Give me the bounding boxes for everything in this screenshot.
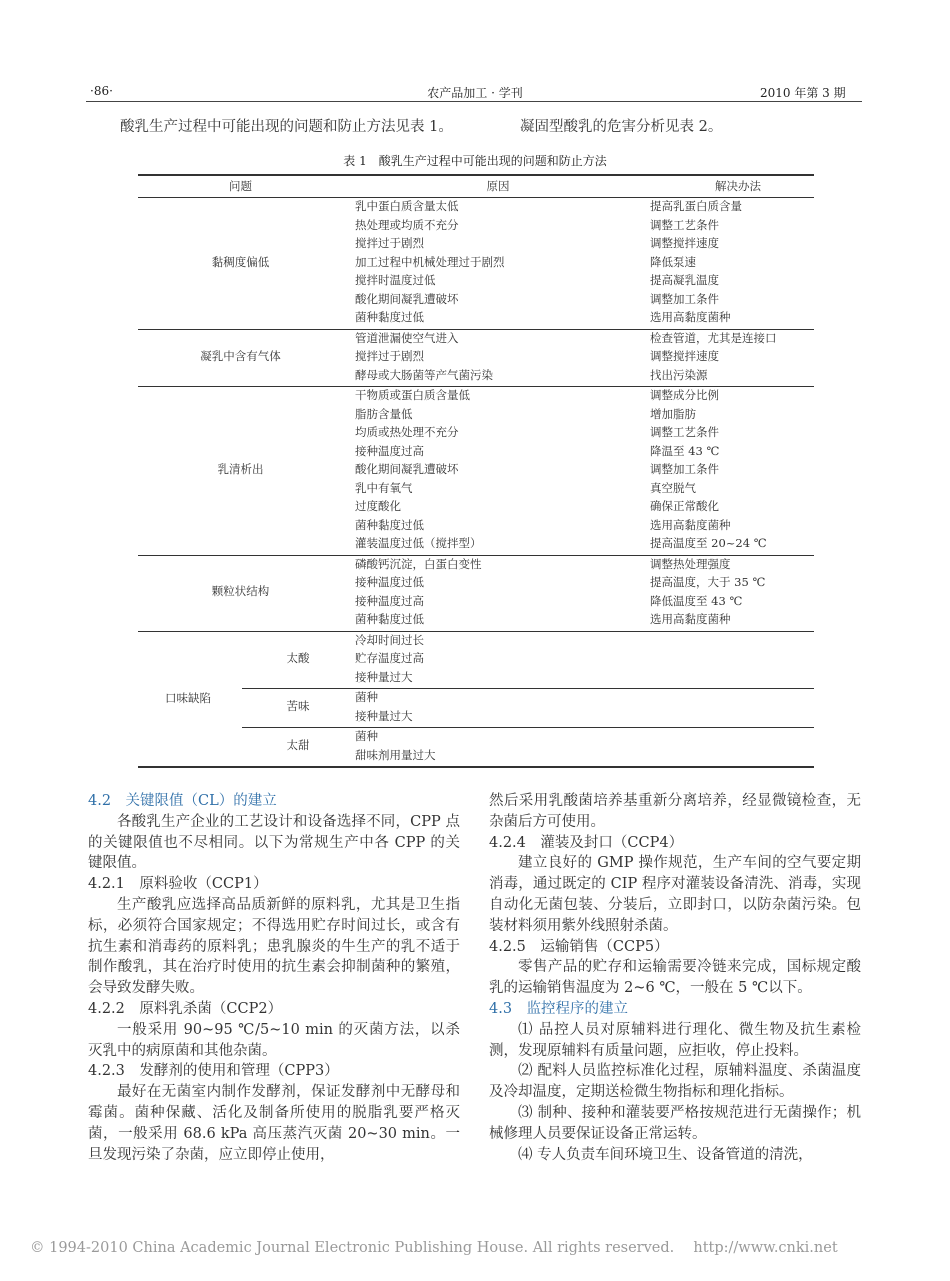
table-solution-cell: 检查管道，尤其是连接口 [650,330,777,345]
table-solution-cell: 提高温度，大于 35 ℃ [650,575,766,589]
paragraph: ⑴ 品控人员对原辅料进行理化、微生物及抗生素检测，发现原辅料有质量问题，应拒收，停止投料。 [489,1021,861,1059]
table-solution-cell: 选用高黏度菌种 [650,310,731,324]
table-subproblem-cell: 苦味 [286,699,310,714]
table-solution-cell: 真空脱气 [650,480,696,495]
table-problem-cell: 黏稠度偏低 [211,254,270,269]
table-cause-cell: 菌种 [355,729,378,743]
table-solution-cell: 提高凝乳温度 [650,273,719,287]
table-solution-cell: 调整搅拌速度 [650,349,719,363]
intro-right: 凝固型酸乳的危害分析见表 2。 [520,119,723,135]
table-solution-cell: 提高温度至 20~24 ℃ [650,536,767,550]
table-header-problem: 问题 [229,179,252,193]
table-problem-cell: 口味缺陷 [165,691,211,705]
table-solution-cell: 调整热处理强度 [650,556,731,571]
table-solution-cell: 调整加工条件 [650,291,719,306]
table-cause-cell: 磷酸钙沉淀，白蛋白变性 [355,556,482,571]
paragraph: 一般采用 90~95 ℃/5~10 min 的灭菌方法，以杀灭乳中的病原菌和其他杂菌。 [88,1021,460,1059]
table-solution-cell: 选用高黏度菌种 [650,517,731,532]
table-solution-cell: 找出污染源 [650,367,708,382]
paragraph: 最好在无菌室内制作发酵剂，保证发酵剂中无酵母和霉菌。菌种保藏、活化及制备所使用的脱脂乳要严格灭菌，一般采用 68.6 kPa 高压蒸汽灭菌 20~30 min。一旦发现污染了杂菌，应立即停止使用， [88,1084,460,1163]
table-cause-cell: 脂肪含量低 [355,406,413,421]
table-caption: 表 1 酸乳生产过程中可能出现的问题和防止方法 [343,154,607,168]
table-cause-cell: 接种温度过低 [355,575,424,589]
table-cause-cell: 菌种黏度过低 [355,310,424,324]
section-4-2-3-heading: 4.2.3 发酵剂的使用和管理（CPP3） [88,1063,339,1080]
table-solution-cell: 增加脂肪 [650,406,696,421]
table-solution-cell: 降低泵速 [650,254,696,269]
table-cause-cell: 管道泄漏使空气进入 [355,330,459,345]
table-subproblem-cell: 太酸 [286,651,310,665]
paragraph: 生产酸乳应选择高品质新鲜的原料乳，尤其是卫生指标，必须符合国家规定；不得选用贮存时间过长，或含有抗生素和消毒药的原料乳；患乳腺炎的牛生产的乳不适于制作酸乳，其在治疗时使用的抗生素会抑制菌种的繁殖，会导致发酵失败。 [88,896,460,997]
section-4-3-heading: 4.3 监控程序的建立 [489,1000,629,1017]
table-rule [138,174,814,176]
page-number: ·86· [90,84,113,98]
table-cause-cell: 酵母或大肠菌等产气菌污染 [355,367,493,382]
table-problem-cell: 凝乳中含有气体 [200,349,281,363]
table-problem-cell: 颗粒状结构 [211,584,270,599]
section-4-2-5-heading: 4.2.5 运输销售（CCP5） [489,938,669,955]
table-cause-cell: 甜味剂用量过大 [355,747,436,762]
paragraph: ⑶ 制种、接种和灌装要严格按规范进行无菌操作；机械修理人员要保证设备正常运转。 [489,1104,861,1142]
paragraph: 建立良好的 GMP 操作规范，生产车间的空气要定期消毒，通过既定的 CIP 程序对灌装设备清洗、消毒，实现自动化无菌包装、分装后，立即封口，以防杂菌污染。包装材料须用紫外线照射杀菌。 [489,855,861,934]
table-cause-cell: 均质或热处理不充分 [355,425,459,439]
table-cause-cell: 乳中有氧气 [355,480,413,495]
paragraph: 零售产品的贮存和运输需要冷链来完成，国标规定酸乳的运输销售温度为 2~6 ℃，一般在 5 ℃以下。 [489,959,861,997]
paragraph: 各酸乳生产企业的工艺设计和设备选择不同，CPP 点的关键限值也不尽相同。以下为常规生产中各 CPP 的关键限值。 [88,813,460,872]
table-problem-cell: 乳清析出 [217,462,264,476]
table-1 [138,174,814,774]
section-4-2-heading: 4.2 关键限值（CL）的建立 [88,793,277,809]
table-header-solution: 解决办法 [715,179,761,193]
table-solution-cell: 调整成分比例 [650,388,719,402]
table-cause-cell: 菌种黏度过低 [355,612,424,626]
table-solution-cell: 降低温度至 43 ℃ [650,593,743,608]
table-rule [242,688,814,689]
table-cause-cell: 灌装温度过低（搅拌型） [355,536,482,550]
table-cause-cell: 搅拌时温度过低 [355,273,436,287]
paragraph: ⑵ 配料人员监控标准化过程，原辅料温度、杀菌温度及冷却温度，定期送检微生物指标和理化指标。 [489,1063,861,1101]
table-cause-cell: 冷却时间过长 [355,632,424,647]
table-cause-cell: 接种温度过高 [355,443,424,458]
intro-left: 酸乳生产过程中可能出现的问题和防止方法见表 1。 [120,119,453,135]
table-cause-cell: 接种量过大 [355,708,413,723]
table-solution-cell: 调整加工条件 [650,462,719,476]
right-column [489,791,861,1165]
table-cause-cell: 菌种 [355,690,378,704]
table-header-cause: 原因 [486,179,510,193]
table-cause-cell: 干物质或蛋白质含量低 [355,388,470,402]
journal-name: 农产品加工 · 学刊 [427,86,523,100]
table-cause-cell: 酸化期间凝乳遭破坏 [355,462,459,476]
copyright-footer: © 1994-2010 China Academic Journal Electronic Publishing House. All rights reserved. http://www.cnki.net [30,1240,838,1256]
table-cause-cell: 热处理或均质不充分 [355,217,459,232]
section-4-2-4-heading: 4.2.4 灌装及封口（CCP4） [489,834,684,851]
table-rule [138,766,814,768]
table-subproblem-cell: 太甜 [286,738,310,753]
header-rule [86,101,862,102]
table-cause-cell: 菌种黏度过低 [355,517,424,532]
table-cause-cell: 贮存温度过高 [355,651,424,665]
table-cause-cell: 接种量过大 [355,669,413,684]
section-4-2-2-heading: 4.2.2 原料乳杀菌（CCP2） [88,1000,283,1017]
paragraph: ⑷ 专人负责车间环境卫生、设备管道的清洗， [518,1146,813,1163]
left-column [88,791,460,1165]
table-cause-cell: 搅拌过于剧烈 [355,236,424,250]
table-cause-cell: 乳中蛋白质含量太低 [355,199,459,213]
table-rule [242,727,814,728]
paragraph: 然后采用乳酸菌培养基重新分离培养，经显微镜检查，无杂菌后方可使用。 [489,793,861,830]
table-cause-cell: 过度酸化 [355,499,401,513]
section-4-2-1-heading: 4.2.1 原料验收（CCP1） [88,876,268,893]
table-solution-cell: 调整工艺条件 [650,425,719,439]
table-cause-cell: 搅拌过于剧烈 [355,349,424,363]
table-solution-cell: 提高乳蛋白质含量 [650,199,742,213]
table-solution-cell: 降温至 43 ℃ [650,443,720,458]
issue-label: 2010 年第 3 期 [760,86,846,100]
table-solution-cell: 选用高黏度菌种 [650,612,731,626]
table-cause-cell: 加工过程中机械处理过于剧烈 [355,254,505,269]
table-cause-cell: 接种温度过高 [355,593,424,608]
table-rule [138,631,814,632]
table-cause-cell: 酸化期间凝乳遭破坏 [355,291,459,306]
table-solution-cell: 确保正常酸化 [650,499,719,513]
table-solution-cell: 调整搅拌速度 [650,236,719,250]
table-solution-cell: 调整工艺条件 [650,217,719,232]
